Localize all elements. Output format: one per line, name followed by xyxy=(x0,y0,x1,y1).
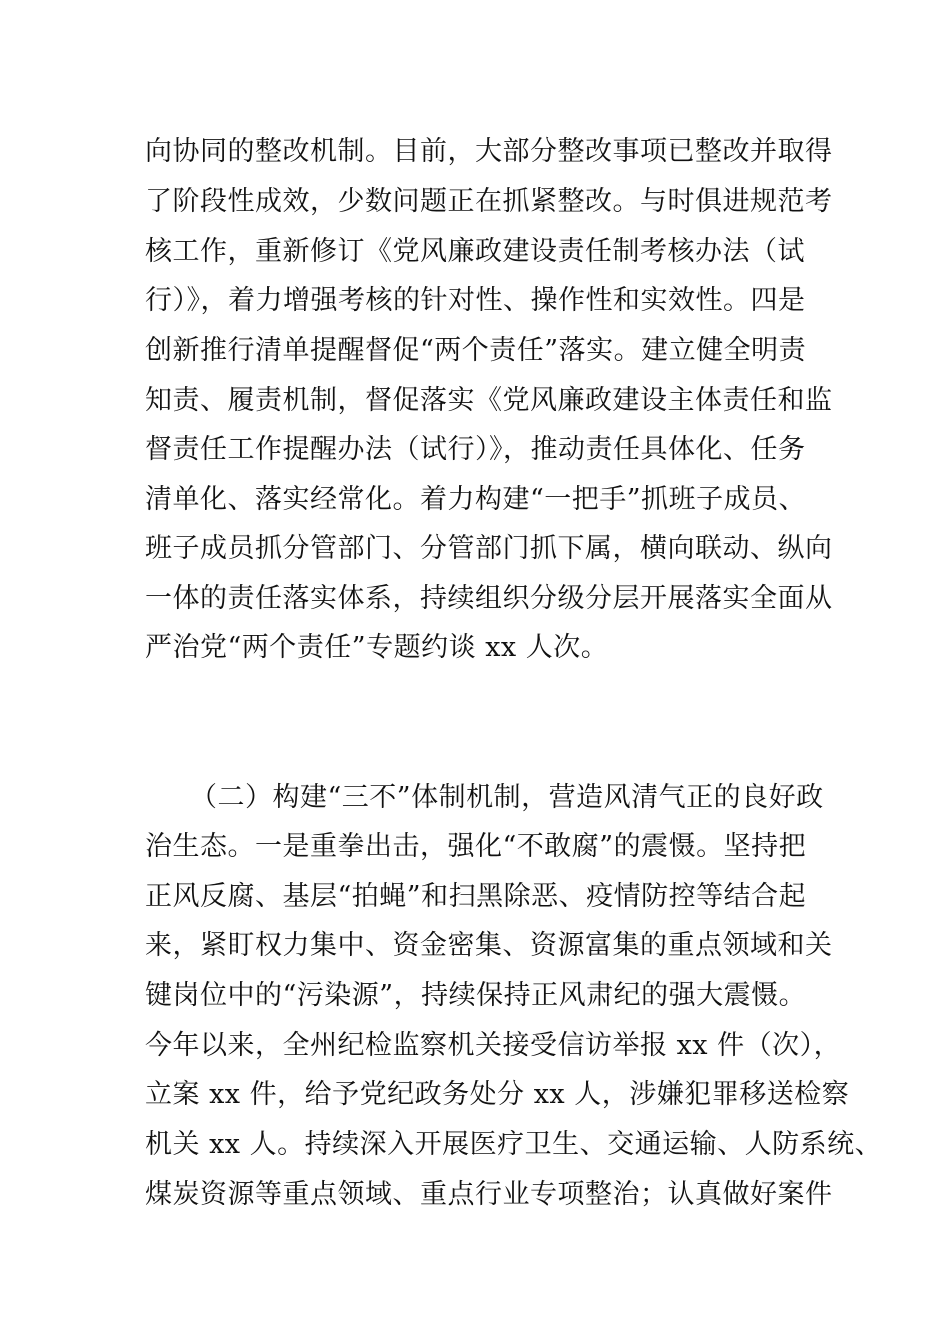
text-line: 了阶段性成效，少数问题正在抓紧整改。与时俱进规范考 xyxy=(145,186,833,217)
text-line: 班子成员抓分管部门、分管部门抓下属，横向联动、纵向 xyxy=(145,533,833,564)
text-line: 立案 xx 件，给予党纪政务处分 xx 人，涉嫌犯罪移送检察 xyxy=(145,1079,850,1110)
text-line: 今年以来，全州纪检监察机关接受信访举报 xx 件（次）， xyxy=(145,1030,842,1061)
text-line: 来，紧盯权力集中、资金密集、资源富集的重点领域和关 xyxy=(145,930,833,961)
section-heading-line: （二）构建“三不”体制机制，营造风清气正的良好政 xyxy=(190,782,824,813)
text-line: 创新推行清单提醒督促“两个责任”落实。建立健全明责 xyxy=(145,335,807,366)
text-line: 知责、履责机制，督促落实《党风廉政建设主体责任和监 xyxy=(145,385,833,416)
text-line: 治生态。一是重拳出击，强化“不敢腐”的震慑。坚持把 xyxy=(145,831,807,862)
text-line: 机关 xx 人。持续深入开展医疗卫生、交通运输、人防系统、 xyxy=(145,1129,883,1160)
text-line: 正风反腐、基层“拍蝇”和扫黑除恶、疫情防控等结合起 xyxy=(145,881,807,912)
text-line: 一体的责任落实体系，持续组织分级分层开展落实全面从 xyxy=(145,583,833,614)
text-line: 键岗位中的“污染源”，持续保持正风肃纪的强大震慑。 xyxy=(145,980,807,1011)
text-line: 清单化、落实经常化。着力构建“一把手”抓班子成员、 xyxy=(145,484,807,515)
text-line: 督责任工作提醒办法（试行）》，推动责任具体化、任务 xyxy=(145,434,806,465)
text-line: 向协同的整改机制。目前，大部分整改事项已整改并取得 xyxy=(145,136,833,167)
text-line: 煤炭资源等重点领域、重点行业专项整治；认真做好案件 xyxy=(145,1179,833,1210)
text-line: 严治党“两个责任”专题约谈 xx 人次。 xyxy=(145,632,609,663)
text-line: 行）》，着力增强考核的针对性、操作性和实效性。四是 xyxy=(145,285,806,316)
text-line: 核工作，重新修订《党风廉政建设责任制考核办法（试 xyxy=(145,236,805,267)
